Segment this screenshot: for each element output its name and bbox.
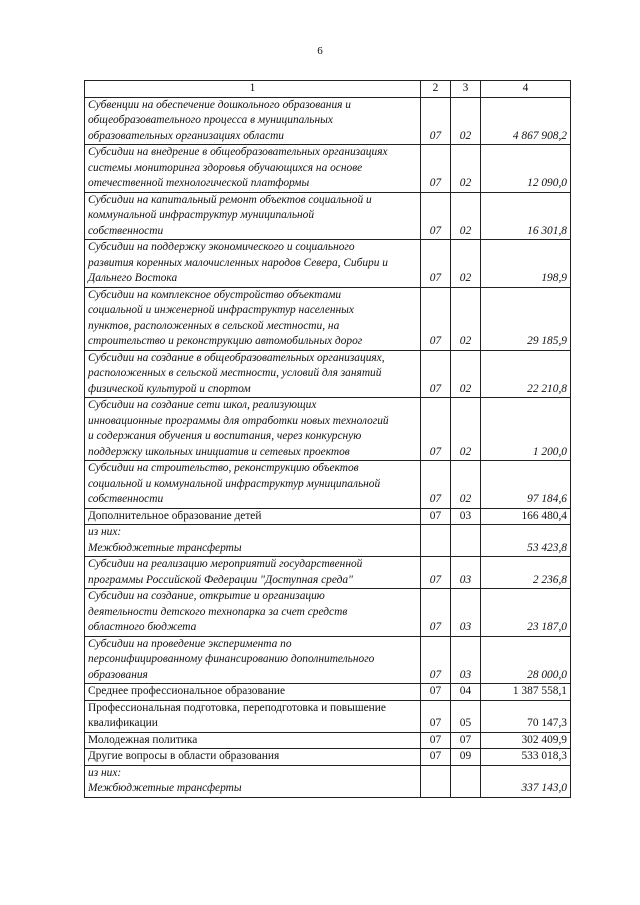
row-name-cell (85, 461, 421, 509)
section-code-cell: 07 (421, 145, 451, 193)
amount-cell: 1 387 558,1 (481, 684, 571, 701)
amount-cell: 53 423,8 (481, 525, 571, 557)
amount-cell: 22 210,8 (481, 350, 571, 398)
row-name-line: собственности (88, 224, 164, 237)
section-code-cell: 07 (421, 508, 451, 525)
row-name-cell (85, 192, 421, 240)
amount-cell: 1 200,0 (481, 398, 571, 461)
row-name-line: Дополнительное образование детей (88, 509, 262, 522)
row-name-line: из них: (88, 526, 122, 538)
row-name-line: развития коренных малочисленных народов Севера, Сибири и (88, 256, 388, 269)
table-row (85, 589, 571, 637)
table-header-row (85, 81, 571, 98)
amount-cell: 4 867 908,2 (481, 97, 571, 145)
subsection-code-cell: 02 (451, 287, 481, 350)
amount-cell: 2 236,8 (481, 557, 571, 589)
row-name-line: Субсидии на поддержку экономического и социального (88, 241, 355, 253)
amount-cell: 198,9 (481, 240, 571, 288)
row-name-line: Субсидии на реализацию мероприятий государственной (88, 558, 363, 570)
row-name-line: Субсидии на внедрение в общеобразовательных организациях (88, 146, 388, 158)
amount-cell: 12 090,0 (481, 145, 571, 193)
row-name-line: образовательных организациях области (88, 129, 285, 142)
section-code-cell: 07 (421, 461, 451, 509)
row-name-line: Субсидии на комплексное обустройство объектами (88, 288, 342, 301)
table-row (85, 461, 571, 509)
table-row (85, 765, 571, 797)
subsection-code-cell (451, 765, 481, 797)
row-name-cell (85, 765, 421, 797)
subsection-code-cell: 02 (451, 350, 481, 398)
section-code-cell (421, 525, 451, 557)
subsection-code-cell: 03 (451, 557, 481, 589)
amount-cell: 533 018,3 (481, 749, 571, 766)
subsection-code-cell: 03 (451, 508, 481, 525)
page-number: 6 (317, 45, 323, 57)
row-name-line: собственности (88, 493, 164, 505)
section-code-cell: 07 (421, 636, 451, 684)
amount-cell: 16 301,8 (481, 192, 571, 240)
section-code-cell: 07 (421, 192, 451, 240)
row-name-line: Субвенции на обеспечение дошкольного образования и (88, 98, 351, 111)
table-row (85, 684, 571, 701)
subsection-code-cell (451, 525, 481, 557)
table-row (85, 525, 571, 557)
row-name-cell (85, 97, 421, 145)
budget-table (84, 80, 571, 798)
subsection-code-cell: 03 (451, 636, 481, 684)
row-name-line: Субсидии на капитальный ремонт объектов социальной и (88, 193, 372, 206)
subsection-code-cell: 02 (451, 461, 481, 509)
row-name-line: деятельности детского технопарка за счет средств (88, 605, 348, 618)
amount-cell: 97 184,6 (481, 461, 571, 509)
row-name-line: пунктов, расположенных в сельской местности, на (88, 319, 340, 332)
row-name-line: социальной и инженерной инфраструктур населенных (88, 304, 354, 316)
row-name-cell (85, 700, 421, 732)
amount-cell: 337 143,0 (481, 765, 571, 797)
row-name-cell (85, 240, 421, 288)
row-name-line: Субсидии на строительство, реконструкцию объектов (88, 462, 359, 474)
section-code-cell: 07 (421, 684, 451, 701)
row-name-line: физической культурой и спортом (88, 382, 251, 395)
row-name-cell (85, 350, 421, 398)
budget-table-body (85, 81, 571, 798)
row-name-line: общеобразовательного процесса в муниципальных (88, 114, 333, 126)
section-code-cell: 07 (421, 240, 451, 288)
row-name-cell (85, 145, 421, 193)
table-row (85, 192, 571, 240)
row-name-cell (85, 732, 421, 749)
row-name-line: Субсидии на проведение эксперимента по (88, 637, 292, 650)
row-name-cell (85, 636, 421, 684)
row-name-line: коммунальной инфраструктур муниципальной (88, 209, 315, 221)
section-code-cell: 07 (421, 557, 451, 589)
amount-cell: 28 000,0 (481, 636, 571, 684)
row-name-cell (85, 287, 421, 350)
subsection-code-cell: 04 (451, 684, 481, 701)
row-name-line: Профессиональная подготовка, переподготовка и повышение (88, 701, 386, 714)
row-name-line: Межбюджетные трансферты (88, 541, 242, 554)
row-name-cell (85, 557, 421, 589)
subsection-code-cell: 03 (451, 589, 481, 637)
section-code-cell: 07 (421, 749, 451, 766)
column-header-1: 1 (85, 81, 421, 98)
table-row (85, 749, 571, 766)
section-code-cell: 07 (421, 97, 451, 145)
table-row (85, 508, 571, 525)
row-name-line: Субсидии на создание сети школ, реализующих (88, 399, 317, 411)
table-row (85, 398, 571, 461)
row-name-line: образования (88, 668, 148, 681)
column-header-2: 2 (421, 81, 451, 98)
table-row (85, 557, 571, 589)
table-row (85, 287, 571, 350)
row-name-cell (85, 684, 421, 701)
section-code-cell: 07 (421, 287, 451, 350)
row-name-cell (85, 589, 421, 637)
table-row (85, 97, 571, 145)
row-name-line: областного бюджета (88, 621, 197, 633)
table-row (85, 145, 571, 193)
section-code-cell: 07 (421, 589, 451, 637)
row-name-line: Дальнего Востока (88, 272, 178, 284)
row-name-line: Субсидии на создание, открытие и организацию (88, 590, 325, 602)
subsection-code-cell: 07 (451, 732, 481, 749)
table-row (85, 732, 571, 749)
row-name-cell (85, 508, 421, 525)
row-name-line: строительство и реконструкцию автомобильных дорог (88, 335, 363, 347)
subsection-code-cell: 02 (451, 240, 481, 288)
row-name-line: поддержку школьных инициатив и сетевых проектов (88, 445, 350, 458)
amount-cell: 29 185,9 (481, 287, 571, 350)
subsection-code-cell: 02 (451, 145, 481, 193)
row-name-line: отечественной технологической платформы (88, 177, 310, 189)
row-name-line: персонифицированному финансированию дополнительного (88, 653, 375, 665)
section-code-cell: 07 (421, 350, 451, 398)
amount-cell: 166 480,4 (481, 508, 571, 525)
row-name-line: расположенных в сельской местности, условий для занятий (88, 367, 382, 379)
row-name-line: социальной и коммунальной инфраструктур муниципальной (88, 477, 381, 490)
row-name-line: квалификации (88, 717, 158, 729)
row-name-cell (85, 398, 421, 461)
amount-cell: 70 147,3 (481, 700, 571, 732)
row-name-line: из них: (88, 766, 122, 779)
section-code-cell: 07 (421, 700, 451, 732)
row-name-line: Другие вопросы в области образования (88, 750, 280, 762)
row-name-line: системы мониторинга здоровья обучающихся на основе (88, 161, 363, 174)
row-name-line: Субсидии на создание в общеобразовательных организациях, (88, 351, 385, 364)
row-name-line: Молодежная политика (88, 733, 198, 746)
table-row (85, 636, 571, 684)
amount-cell: 302 409,9 (481, 732, 571, 749)
section-code-cell: 07 (421, 398, 451, 461)
subsection-code-cell: 02 (451, 97, 481, 145)
table-row (85, 240, 571, 288)
row-name-cell (85, 525, 421, 557)
table-row (85, 700, 571, 732)
row-name-line: Среднее профессиональное образование (88, 685, 286, 697)
row-name-line: Межбюджетные трансферты (88, 782, 242, 794)
column-header-4: 4 (481, 81, 571, 98)
section-code-cell: 07 (421, 732, 451, 749)
row-name-line: программы Российской Федерации "Доступная среда" (88, 573, 353, 586)
table-row (85, 350, 571, 398)
row-name-line: инновационные программы для отработки новых технологий (88, 414, 389, 427)
subsection-code-cell: 02 (451, 398, 481, 461)
subsection-code-cell: 09 (451, 749, 481, 766)
amount-cell: 23 187,0 (481, 589, 571, 637)
row-name-cell (85, 749, 421, 766)
row-name-line: и содержания обучения и воспитания, через конкурсную (88, 430, 362, 442)
column-header-3: 3 (451, 81, 481, 98)
subsection-code-cell: 05 (451, 700, 481, 732)
subsection-code-cell: 02 (451, 192, 481, 240)
section-code-cell (421, 765, 451, 797)
